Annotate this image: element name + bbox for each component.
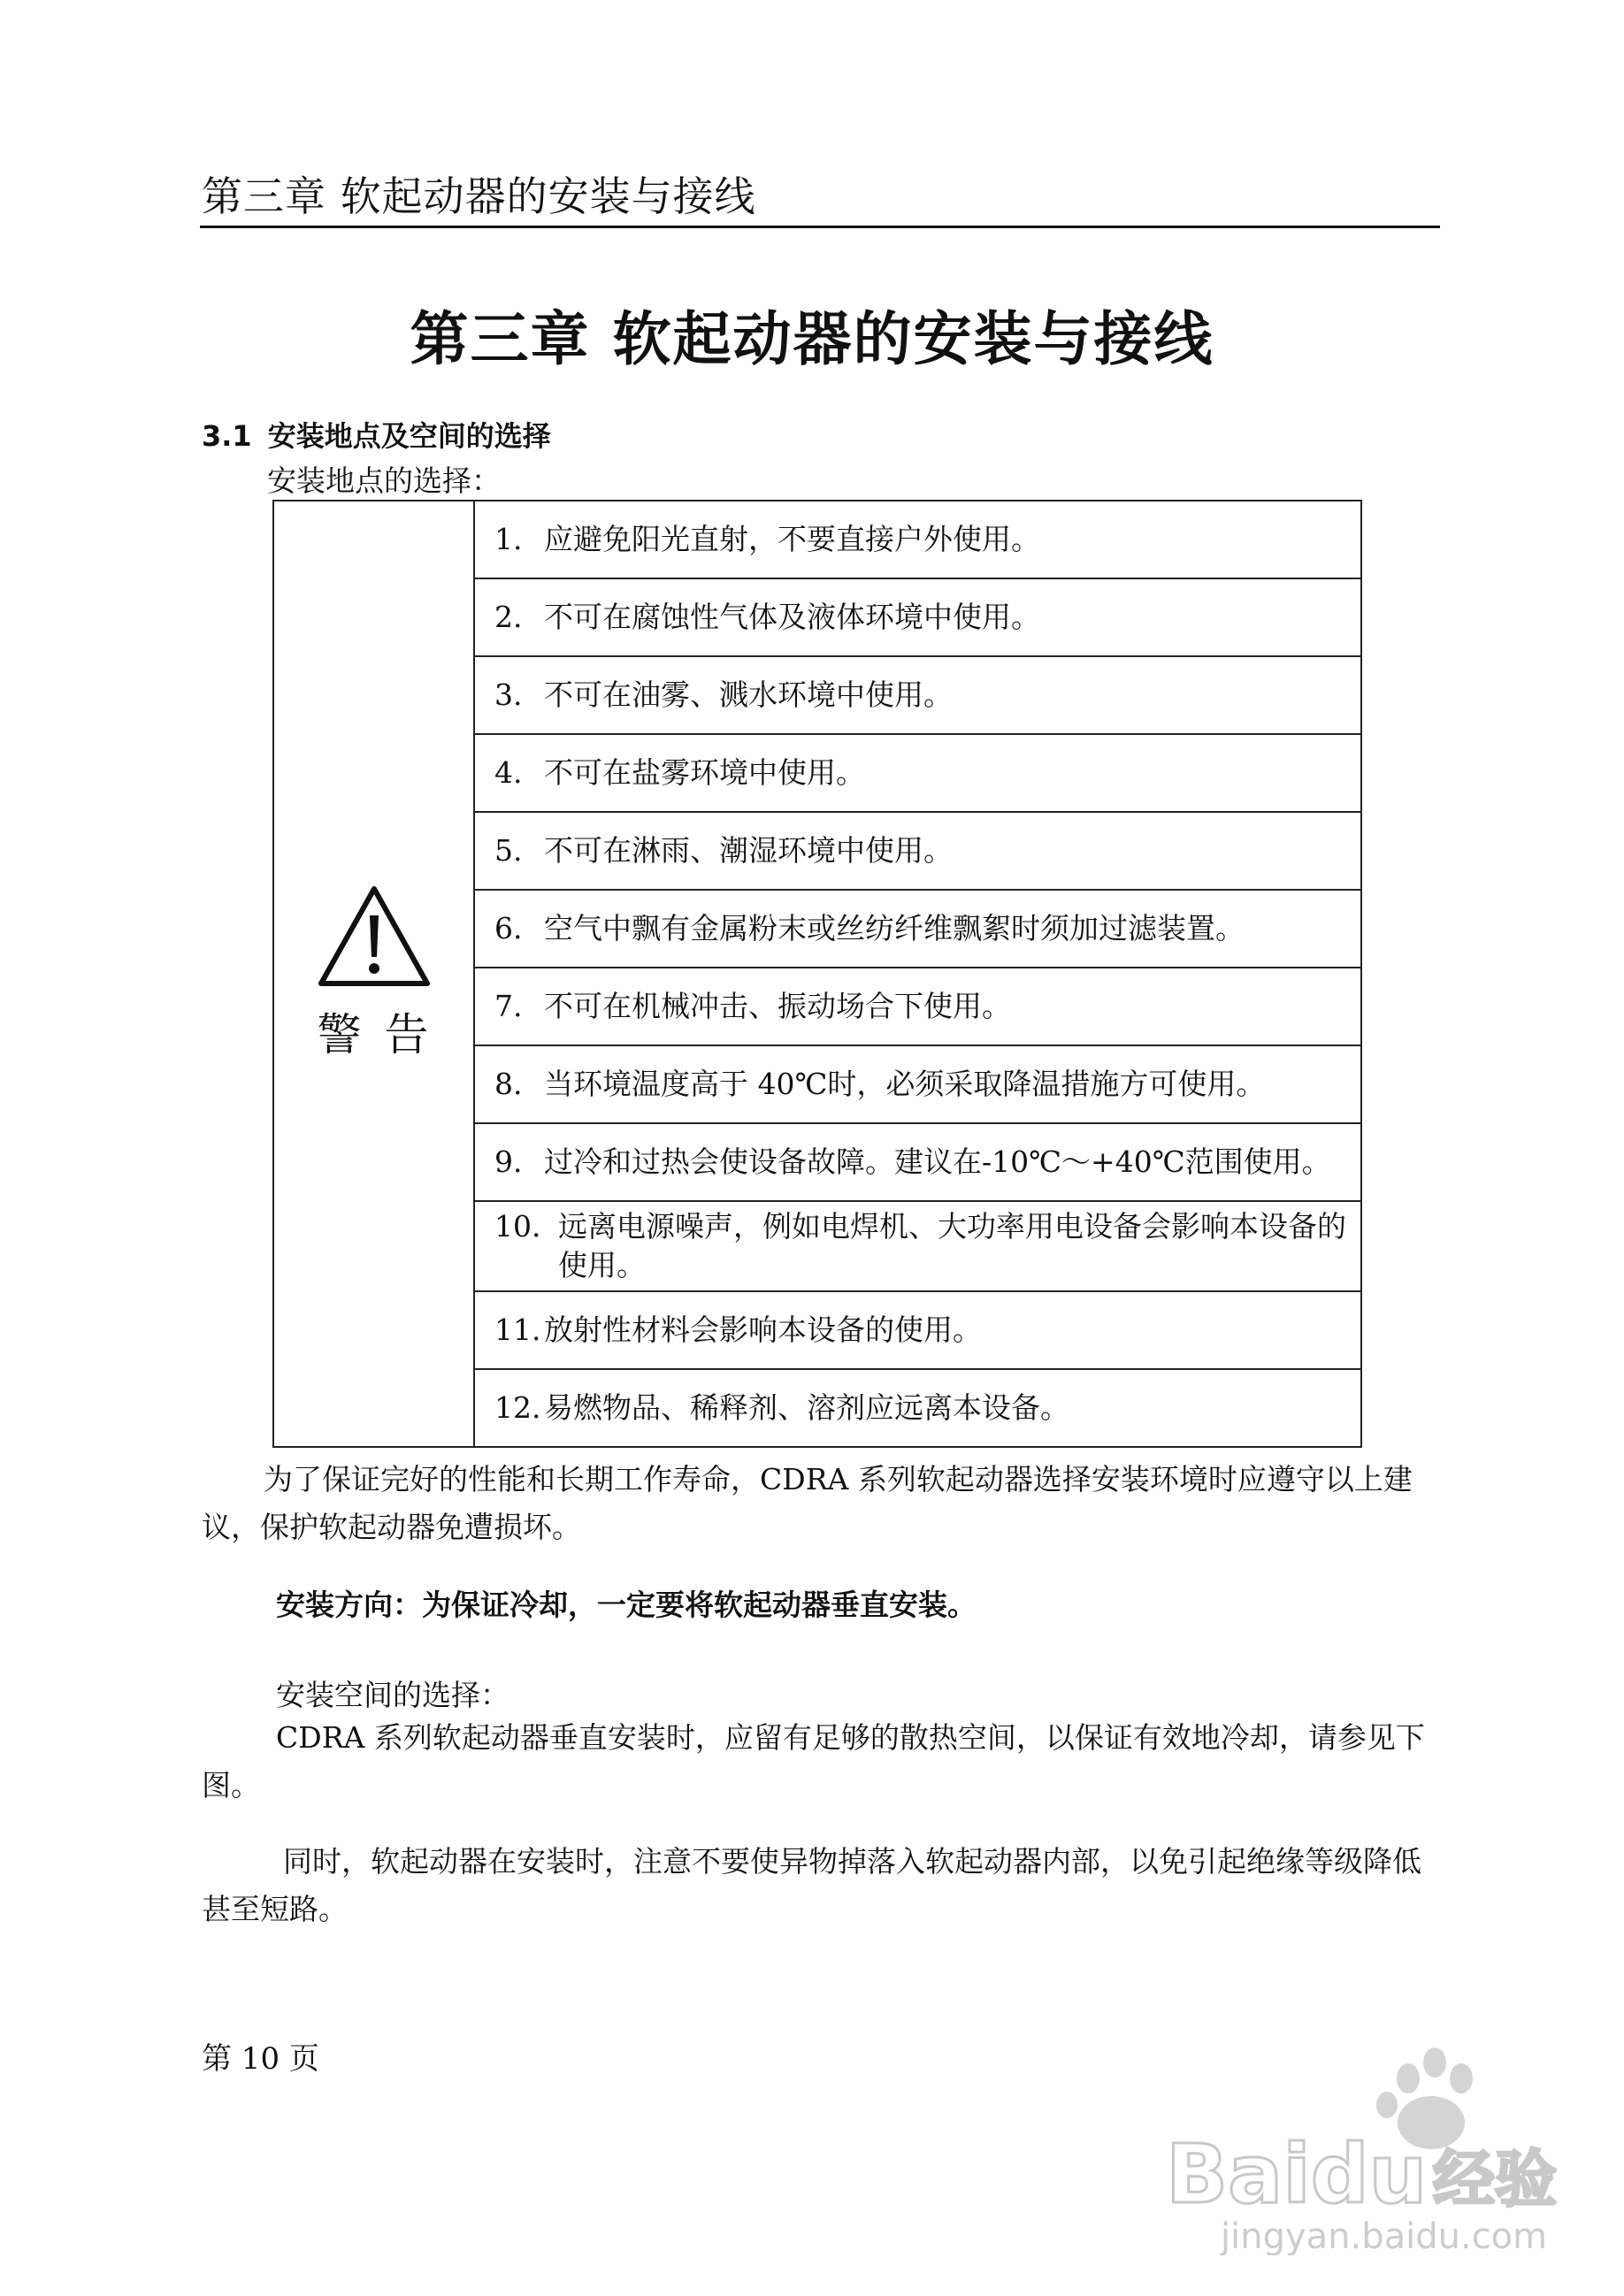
warning-item: 4. 不可在盐雾环境中使用。 — [474, 734, 1361, 812]
watermark-brand-cn: 经验 — [1433, 2143, 1557, 2216]
warning-item: 12. 易燃物品、稀释剂、溶剂应远离本设备。 — [474, 1369, 1361, 1447]
running-header: 第三章 软起动器的安装与接线 — [202, 172, 756, 220]
warning-item: 9. 过冷和过热会使设备故障。建议在-10℃～+40℃范围使用。 — [474, 1123, 1361, 1201]
section-heading — [202, 414, 551, 455]
warning-item: 6. 空气中飘有金属粉末或丝纺纤维飘絮时须加过滤装置。 — [474, 890, 1361, 968]
warning-item: 3. 不可在油雾、溅水环境中使用。 — [474, 656, 1361, 734]
warning-item: 8. 当环境温度高于 40℃时，必须采取降温措施方可使用。 — [474, 1045, 1361, 1123]
warning-item: 10. 远离电源噪声，例如电焊机、大功率用电设备会影响本设备的使用。 — [474, 1201, 1361, 1291]
site-selection-label: 安装地点的选择： — [267, 463, 501, 498]
warning-item: 1. 应避免阳光直射，不要直接户外使用。 — [474, 501, 1361, 578]
section-number: 3.1 — [202, 419, 252, 453]
warning-label: 警告 — [317, 1009, 452, 1060]
watermark-url: jingyan.baidu.com — [1221, 2216, 1548, 2255]
warning-item: 7. 不可在机械冲击、振动场合下使用。 — [474, 968, 1361, 1045]
section-title: 安装地点及空间的选择 — [267, 419, 551, 453]
warning-triangle-icon — [316, 884, 433, 989]
direction-paragraph: 安装方向：为保证冷却，一定要将软起动器垂直安装。 — [276, 1588, 977, 1622]
space-selection-label: 安装空间的选择： — [276, 1678, 509, 1712]
warning-item: 5. 不可在淋雨、潮湿环境中使用。 — [474, 812, 1361, 890]
header-rule — [200, 226, 1440, 228]
chapter-title: 第三章 软起动器的安装与接线 — [410, 304, 1214, 373]
warning-cell — [273, 501, 474, 1447]
environment-paragraph: 为了保证完好的性能和长期工作寿命，CDRA 系列软起动器选择安装环境时应遵守以上建议，保护软起动器免遭损坏。 — [202, 1462, 1413, 1544]
warning-item: 2. 不可在腐蚀性气体及液体环境中使用。 — [474, 578, 1361, 656]
warning-item: 11. 放射性材料会影响本设备的使用。 — [474, 1291, 1361, 1369]
warning-table — [272, 500, 1362, 1448]
watermark-brand: Baidu — [1166, 2127, 1428, 2222]
page-number: 第 10 页 — [202, 2041, 319, 2077]
baidu-watermark — [1150, 2034, 1566, 2255]
space-paragraph: CDRA 系列软起动器垂直安装时，应留有足够的散热空间，以保证有效地冷却，请参见下图。 — [202, 1720, 1425, 1802]
foreign-matter-paragraph: 同时，软起动器在安装时，注意不要使异物掉落入软起动器内部，以免引起绝缘等级降低甚至短路。 — [202, 1844, 1421, 1926]
